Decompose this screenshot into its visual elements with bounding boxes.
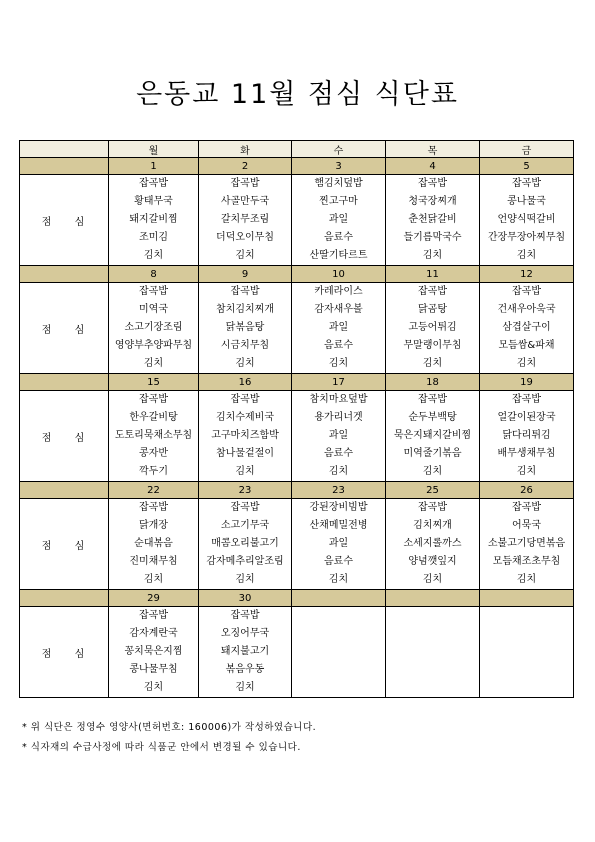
menu-item: 잡곡밥 <box>230 610 260 621</box>
menu-item: 잡곡밥 <box>418 502 447 513</box>
meal-label: 점 심 <box>41 540 95 552</box>
menu-item: 순두부백탕 <box>408 412 457 423</box>
menu-item: 김치수제비국 <box>216 412 274 423</box>
menu-item: 조미김 <box>139 232 168 243</box>
menu-item: 참치마요덮밥 <box>309 394 368 405</box>
meal-label: 점 심 <box>41 216 95 228</box>
menu-item: 닭개장 <box>139 520 168 531</box>
date-cell: 10 <box>292 266 386 283</box>
date-cell: 26 <box>480 482 574 499</box>
menu-cell <box>292 175 386 266</box>
menu-item: 김치 <box>422 574 443 585</box>
date-cell: 15 <box>109 374 199 391</box>
menu-item: 산채메밀전병 <box>309 520 368 531</box>
menu-item: 콩나물국 <box>507 196 546 207</box>
meal-label-cell <box>20 607 109 698</box>
menu-item: 산딸기타르트 <box>309 250 368 261</box>
menu-cell <box>199 391 292 482</box>
menu-item: 사골만두국 <box>220 196 270 207</box>
date-row <box>20 590 574 607</box>
weekday-header: 월 <box>109 141 199 158</box>
menu-item: 닭곰탕 <box>418 304 447 315</box>
menu-item: 과일 <box>328 538 349 549</box>
date-cell: 1 <box>109 158 199 175</box>
weekday-header: 목 <box>386 141 480 158</box>
menu-item: 카레라이스 <box>314 286 363 297</box>
menu-item: 소불고기당면볶음 <box>487 538 566 549</box>
menu-cell <box>199 499 292 590</box>
menu-item: 참나물겉절이 <box>216 448 274 459</box>
footnote-dietitian: * 위 식단은 정영수 영양사(면허번호: 160006)가 작성하였습니다. <box>22 722 317 733</box>
menu-item: 닭볶음탕 <box>225 322 265 333</box>
menu-item: 감자새우볼 <box>314 304 363 315</box>
menu-item: 김치 <box>143 682 164 693</box>
menu-cell <box>480 175 574 266</box>
menu-item: 김치 <box>235 466 255 477</box>
menu-cell <box>292 607 386 698</box>
date-cell <box>480 590 574 607</box>
menu-item: 모듬쌈&파채 <box>498 340 555 351</box>
date-cell: 11 <box>386 266 480 283</box>
menu-item: 감자계란국 <box>129 628 178 639</box>
menu-item: 찐고구마 <box>319 196 358 207</box>
menu-item: 김치 <box>235 574 255 585</box>
menu-item: 과일 <box>328 430 349 441</box>
date-cell: 19 <box>480 374 574 391</box>
menu-cell <box>480 499 574 590</box>
menu-item: 잡곡밥 <box>230 394 260 405</box>
date-cell: 4 <box>386 158 480 175</box>
menu-item: 춘천닭갈비 <box>408 214 457 225</box>
menu-item: 닭다리튀김 <box>502 430 551 441</box>
menu-item: 과일 <box>328 214 349 225</box>
menu-item: 소고기장조림 <box>124 322 183 333</box>
menu-item: 잡곡밥 <box>512 178 541 189</box>
menu-cell <box>480 391 574 482</box>
menu-cell <box>386 175 480 266</box>
menu-item: 건새우아욱국 <box>497 304 556 315</box>
menu-item: 김치 <box>235 358 255 369</box>
menu-item: 소고기무국 <box>220 520 270 531</box>
date-cell: 3 <box>292 158 386 175</box>
date-cell: 5 <box>480 158 574 175</box>
date-row <box>20 374 574 391</box>
menu-item: 미역국 <box>139 304 168 315</box>
menu-item: 참치김치찌개 <box>216 304 274 315</box>
date-cell <box>292 590 386 607</box>
menu-row <box>20 175 574 266</box>
date-cell: 23 <box>292 482 386 499</box>
menu-item: 김치 <box>328 466 349 477</box>
header-corner <box>20 141 109 158</box>
menu-item: 양념깻잎지 <box>408 556 457 567</box>
footnotes <box>22 718 316 758</box>
menu-item: 삼겹살구이 <box>502 322 551 333</box>
menu-item: 미역줄기볶음 <box>403 448 462 459</box>
date-cell: 17 <box>292 374 386 391</box>
weekday-header: 수 <box>292 141 386 158</box>
menu-cell <box>109 283 199 374</box>
menu-cell <box>480 607 574 698</box>
menu-item: 잡곡밥 <box>139 178 168 189</box>
menu-item: 잡곡밥 <box>512 286 541 297</box>
menu-item: 잡곡밥 <box>418 286 447 297</box>
menu-cell <box>109 175 199 266</box>
menu-item: 김치 <box>516 250 537 261</box>
date-row-corner <box>20 158 109 175</box>
menu-item: 잡곡밥 <box>139 610 168 621</box>
menu-item: 모듬채조초무침 <box>492 556 561 567</box>
menu-item: 소세지롤까스 <box>403 538 462 549</box>
menu-item: 잡곡밥 <box>230 178 260 189</box>
page-title: 은동교 11월 점심 식단표 <box>136 79 459 110</box>
menu-item: 고등어튀김 <box>408 322 457 333</box>
menu-cell <box>386 391 480 482</box>
menu-item: 잡곡밥 <box>512 394 541 405</box>
menu-item: 잡곡밥 <box>512 502 541 513</box>
menu-row <box>20 607 574 698</box>
meal-label-cell <box>20 391 109 482</box>
menu-item: 잡곡밥 <box>139 286 168 297</box>
menu-item: 돼지갈비찜 <box>129 214 178 225</box>
menu-item: 과일 <box>328 322 349 333</box>
menu-item: 한우갈비탕 <box>129 412 178 423</box>
menu-item: 김치 <box>143 358 164 369</box>
menu-item: 도토리묵채소무침 <box>114 430 193 441</box>
menu-item: 고구마치즈함박 <box>211 430 279 441</box>
menu-item: 배무생채무침 <box>497 448 556 459</box>
menu-item: 김치찌개 <box>413 520 452 531</box>
menu-cell <box>109 391 199 482</box>
meal-label: 점 심 <box>41 324 95 336</box>
menu-item: 음료수 <box>324 556 353 567</box>
date-row <box>20 482 574 499</box>
menu-item: 김치 <box>235 250 255 261</box>
date-row-corner <box>20 482 109 499</box>
date-cell: 18 <box>386 374 480 391</box>
date-cell: 9 <box>199 266 292 283</box>
menu-item: 꽁치묵은지찜 <box>124 646 183 657</box>
menu-item: 얼갈이된장국 <box>497 412 556 423</box>
menu-item: 음료수 <box>324 448 353 459</box>
menu-item: 김치 <box>143 250 164 261</box>
date-row-corner <box>20 590 109 607</box>
menu-item: 음료수 <box>324 232 353 243</box>
date-cell <box>386 590 480 607</box>
menu-item: 청국장찌개 <box>408 196 457 207</box>
date-cell: 29 <box>109 590 199 607</box>
menu-item: 강된장비빔밥 <box>309 502 368 513</box>
menu-item: 김치 <box>422 250 443 261</box>
menu-item: 매콤오리불고기 <box>211 538 279 549</box>
menu-item: 어묵국 <box>512 520 541 531</box>
menu-item: 김치 <box>328 358 349 369</box>
meal-label: 점 심 <box>41 432 95 444</box>
date-row <box>20 158 574 175</box>
menu-cell <box>292 391 386 482</box>
date-cell: 12 <box>480 266 574 283</box>
menu-item: 음료수 <box>324 340 353 351</box>
menu-row <box>20 499 574 590</box>
menu-item: 햄김치덮밥 <box>314 178 363 189</box>
menu-item: 볶음우동 <box>225 664 265 675</box>
menu-item: 김치 <box>516 574 537 585</box>
menu-item: 잡곡밥 <box>230 502 260 513</box>
menu-item: 오징어무국 <box>220 628 270 639</box>
date-row-corner <box>20 266 109 283</box>
menu-item: 무말랭이무침 <box>403 340 462 351</box>
menu-item: 잡곡밥 <box>139 502 168 513</box>
weekday-header: 금 <box>480 141 574 158</box>
menu-item: 김치 <box>516 358 537 369</box>
menu-cell <box>386 283 480 374</box>
menu-item: 들기름막국수 <box>403 232 462 243</box>
menu-item: 김치 <box>328 574 349 585</box>
menu-item: 갈치무조림 <box>220 214 270 225</box>
menu-item: 묵은지돼지갈비찜 <box>393 430 472 441</box>
menu-cell <box>386 499 480 590</box>
menu-item: 감자메추리알조림 <box>206 556 284 567</box>
date-cell: 8 <box>109 266 199 283</box>
menu-item: 김치 <box>235 682 255 693</box>
menu-item: 김치 <box>143 574 164 585</box>
menu-row <box>20 391 574 482</box>
date-row <box>20 266 574 283</box>
date-cell: 2 <box>199 158 292 175</box>
menu-cell <box>386 607 480 698</box>
weekday-header-row <box>20 141 574 158</box>
menu-cell <box>480 283 574 374</box>
menu-cell <box>292 499 386 590</box>
meal-label: 점 심 <box>41 648 95 660</box>
date-cell: 16 <box>199 374 292 391</box>
menu-item: 언양식떡갈비 <box>497 214 556 225</box>
menu-cell <box>109 607 199 698</box>
menu-item: 잡곡밥 <box>230 286 260 297</box>
menu-item: 더덕오이무침 <box>216 232 274 243</box>
menu-cell <box>109 499 199 590</box>
menu-item: 용가리너겟 <box>314 412 363 423</box>
menu-item: 김치 <box>422 358 443 369</box>
menu-item: 김치 <box>422 466 443 477</box>
menu-item: 순대볶음 <box>134 538 173 549</box>
menu-item: 깍두기 <box>139 466 168 477</box>
menu-item: 돼지불고기 <box>220 646 270 657</box>
menu-item: 잡곡밥 <box>139 394 168 405</box>
menu-cell <box>199 283 292 374</box>
menu-cell <box>199 175 292 266</box>
weekday-header: 화 <box>199 141 292 158</box>
menu-table <box>19 140 574 698</box>
menu-item: 김치 <box>516 466 537 477</box>
date-row-corner <box>20 374 109 391</box>
menu-cell <box>199 607 292 698</box>
menu-item: 잡곡밥 <box>418 178 447 189</box>
menu-item: 진미채무침 <box>129 556 178 567</box>
menu-item: 콩자반 <box>139 448 168 459</box>
meal-label-cell <box>20 283 109 374</box>
menu-item: 영양부추양파무침 <box>114 340 193 351</box>
footnote-change: * 식자재의 수급사정에 따라 식품군 안에서 변경될 수 있습니다. <box>22 742 301 753</box>
menu-item: 시금치무침 <box>220 340 270 351</box>
date-cell: 22 <box>109 482 199 499</box>
menu-item: 잡곡밥 <box>418 394 447 405</box>
menu-item: 간장무장아찌무침 <box>487 232 566 243</box>
menu-item: 콩나물무침 <box>129 664 178 675</box>
menu-item: 황태무국 <box>134 196 173 207</box>
date-cell: 23 <box>199 482 292 499</box>
menu-row <box>20 283 574 374</box>
date-cell: 25 <box>386 482 480 499</box>
date-cell: 30 <box>199 590 292 607</box>
meal-label-cell <box>20 499 109 590</box>
menu-cell <box>292 283 386 374</box>
meal-label-cell <box>20 175 109 266</box>
